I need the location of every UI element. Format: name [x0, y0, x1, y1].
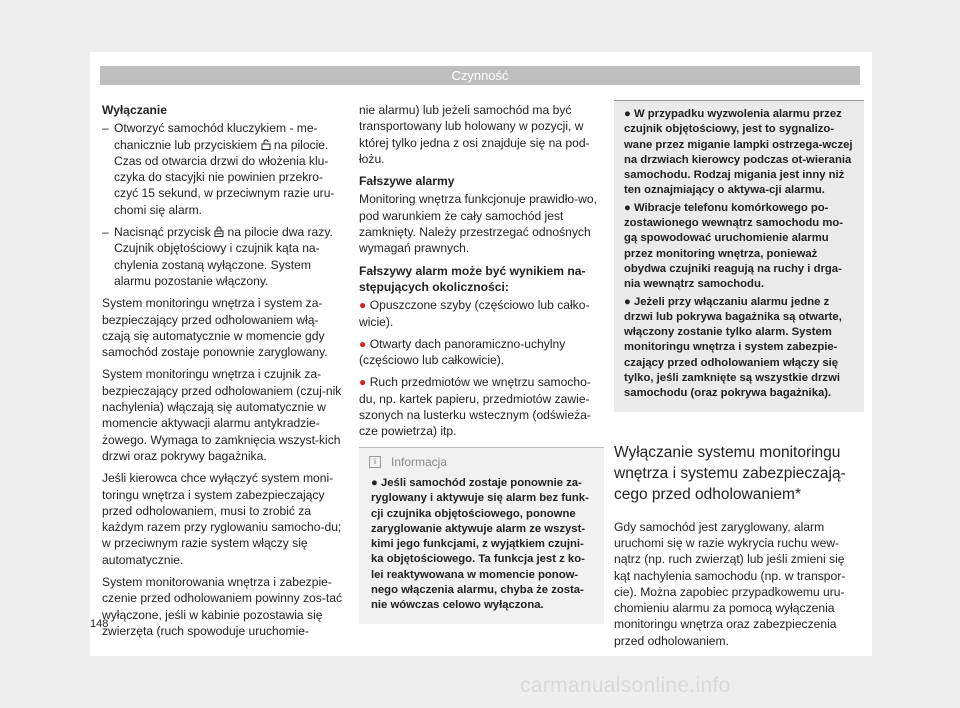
list-item [102, 120, 342, 218]
caution-text: Wibracje telefonu komórkowego po-zostawionego wewnątrz samochodu mo-gą spowodować uruchomienie alarmu przez monitoring wnętrza, ponieważ obydwa czujniki reagują na ruchy i drga-nia wewnątrz samochodu. [624, 201, 844, 291]
paragraph: nie alarmu) lub jeżeli samochód ma być transportowany lub holowany w pozycji, w której tylko jedna z osi znajduje się na pod-łożu. [359, 103, 590, 166]
bullet-text: Opuszczone szyby (częściowo lub całko-wicie). [359, 298, 590, 329]
paragraph: System monitoringu wnętrza i system za-bezpieczający przed odholowaniem włą-czają się automatycznie w momencie gdy samochód zostaje ponownie zaryglowany. [102, 296, 328, 360]
bullet-icon: ● [359, 375, 367, 390]
info-header [359, 448, 604, 474]
info-icon: i [369, 456, 381, 468]
info-title: Informacja [391, 454, 448, 469]
page-number: 148 [90, 618, 109, 630]
dash2-text-a: Nacisnąć przycisk [114, 225, 211, 240]
heading-falszywe-alarmy: Fałszywe alarmy [359, 174, 455, 189]
caution-text: W przypadku wyzwolenia alarmu przez czujnik objętościowy, jest to sygnalizo-wane przez miganie lampki ostrzega-wczej na drzwiach kierowcy podczas ot-wierania samochodu. Rodzaj migania jest inny niż ten oznajmiający o aktywa-cji alarmu. [624, 108, 853, 197]
list-item: ● Jeżeli przy włączaniu alarmu jedne z drzwi lub pokrywa bagażnika są otwarte, włączony zostanie tylko alarm. System monitoringu wnętrza i system zabezpie-czający przed odholowaniem włączy się tylko, jeśli zamknięte są wszystkie drzwi samochodu (oraz pokrywa bagażnika). [624, 295, 842, 400]
paragraph: Monitoring wnętrza funkcjonuje prawidło-wo, pod warunkiem że cały samochód jest zamknięty. Należy przestrzegać odnośnych wymagań prawnych. [359, 192, 597, 256]
column-3 [614, 100, 864, 655]
subheading: Fałszywy alarm może być wynikiem na-stępujących okoliczności: [359, 263, 586, 294]
bullet-text: Ruch przedmiotów we wnętrzu samocho-du, np. kartek papieru, przedmiotów zawie-szonych na lusterku wstecznym (odświeża-cze powietrza) itp. [359, 375, 591, 439]
list-item [359, 374, 604, 439]
column-1 [102, 102, 342, 645]
bullet-icon: ● [359, 336, 367, 351]
column-2 [359, 102, 604, 624]
dash-marker: – [102, 225, 109, 240]
paragraph: Gdy samochód jest zaryglowany, alarm uruchomi się w razie wykrycia ruchu wew-nątrz (np. ruch zwierząt) lub jeśli zmieni się kąt nachylenia samochodu (np. w transpor-cie). Można zapobiec przypadkowemu uru-chomieniu alarmu za pomocą wyłączenia monitoringu wnętrza oraz zabezpieczenia przed odholowaniem. [614, 519, 846, 648]
lock-icon [214, 225, 224, 235]
list-item [102, 224, 342, 289]
page-title: Czynność [100, 66, 860, 85]
list-item: ● Wibracje telefonu komórkowego po-zostawionego wewnątrz samochodu mo-gą spowodować uruchomienie alarmu przez monitoring wnętrza, ponieważ obydwa czujniki reagują na ruchy i drga-nia wewnątrz samochodu. [624, 201, 844, 291]
paragraph: System monitorowania wnętrza i zabezpie-czenie przed odholowaniem powinny zos-tać wyłączone, jeśli w kabinie pozostawia się zwierzęta (ruch spowoduje uruchomie- [102, 575, 342, 638]
caution-text: Jeżeli przy włączaniu alarmu jedne z drzwi lub pokrywa bagażnika są otwarte, włączony zostanie tylko alarm. System monitoringu wnętrza i system zabezpie-czający przed odholowaniem włączy się tylko, jeśli zamknięte są wszystkie drzwi samochodu (oraz pokrywa bagażnika). [624, 295, 842, 400]
section-title: Wyłączanie systemu monitoringu wnętrza i systemu zabezpieczają-cego przed odholowaniem* [614, 443, 846, 503]
list-item [359, 336, 604, 369]
unlock-icon [261, 138, 271, 148]
caution-box [614, 100, 864, 412]
info-box [359, 447, 604, 624]
dash1-text-b: na pilocie. Czas od otwarcia drzwi do włożenia klu-czyka do stacyjki nie powinien przekro-czyć 15 sekund, w przeciwnym razie uru-chomi się alarm. [114, 137, 335, 217]
watermark: carmanualsonline.info [520, 674, 731, 697]
list-item: ● W przypadku wyzwolenia alarmu przez czujnik objętościowy, jest to sygnalizo-wane przez miganie lampki ostrzega-wczej na drzwiach kierowcy podczas ot-wierania samochodu. Rodzaj migania jest inny niż ten oznajmiający o aktywa-cji alarmu. [624, 108, 853, 197]
dash2-text-b: na pilocie dwa razy. Czujnik objętościowy i czujnik kąta na-chylenia zostaną wyłączone. System alarmu pozostanie włączony. [114, 225, 333, 288]
info-text: Jeśli samochód zostaje ponownie za-ryglowany i aktywuje się alarm bez funk-cji czujnika objętościowego, ponowne zaryglowanie aktywuje alarm ze wszyst-kimi jego funkcjami, z wyjątkiem czujni-ka objętościowego. Ta funkcja jest z ko-lei reaktywowana w momencie ponow-nego włączenia alarmu, chyba że zosta-nie wówczas celowo wyłączona. [371, 476, 589, 612]
list-item [359, 297, 604, 330]
bullet-icon: ● [359, 298, 367, 313]
bullet-text: Otwarty dach panoramiczno-uchylny (częściowo lub całkowicie). [359, 336, 566, 368]
paragraph: Jeśli kierowca chce wyłączyć system moni-toringu wnętrza i system zabezpieczający przed odholowaniem, musi to zrobić za każdym razem przy ryglowaniu samocho-du; w przeciwnym razie system włączy się automatycznie. [102, 471, 342, 567]
dash1-text-a: Otworzyć samochód kluczykiem - me-chanicznie lub przyciskiem [114, 121, 318, 152]
paragraph: System monitoringu wnętrza i czujnik za-bezpieczający przed odholowaniem (czuj-nik nachylenia) włączają się automatycznie w momencie aktywacji alarmu antykradzie-żowego. Wymaga to zamknięcia wszyst-kich drzwi oraz pokrywy bagażnika. [102, 367, 342, 463]
info-body: ● Jeśli samochód zostaje ponownie za-ryglowany i aktywuje się alarm bez funk-cji czujnika objętościowego, ponowne zaryglowanie aktywuje alarm ze wszyst-kimi jego funkcjami, z wyjątkiem czujni-ka objętościowego. Ta funkcja jest z ko-lei reaktywowana w momencie ponow-nego włączenia alarmu, chyba że zosta-nie wówczas celowo wyłączona. [371, 476, 589, 612]
dash-marker: – [102, 121, 109, 136]
heading-wylaczanie: Wyłączanie [102, 103, 167, 117]
